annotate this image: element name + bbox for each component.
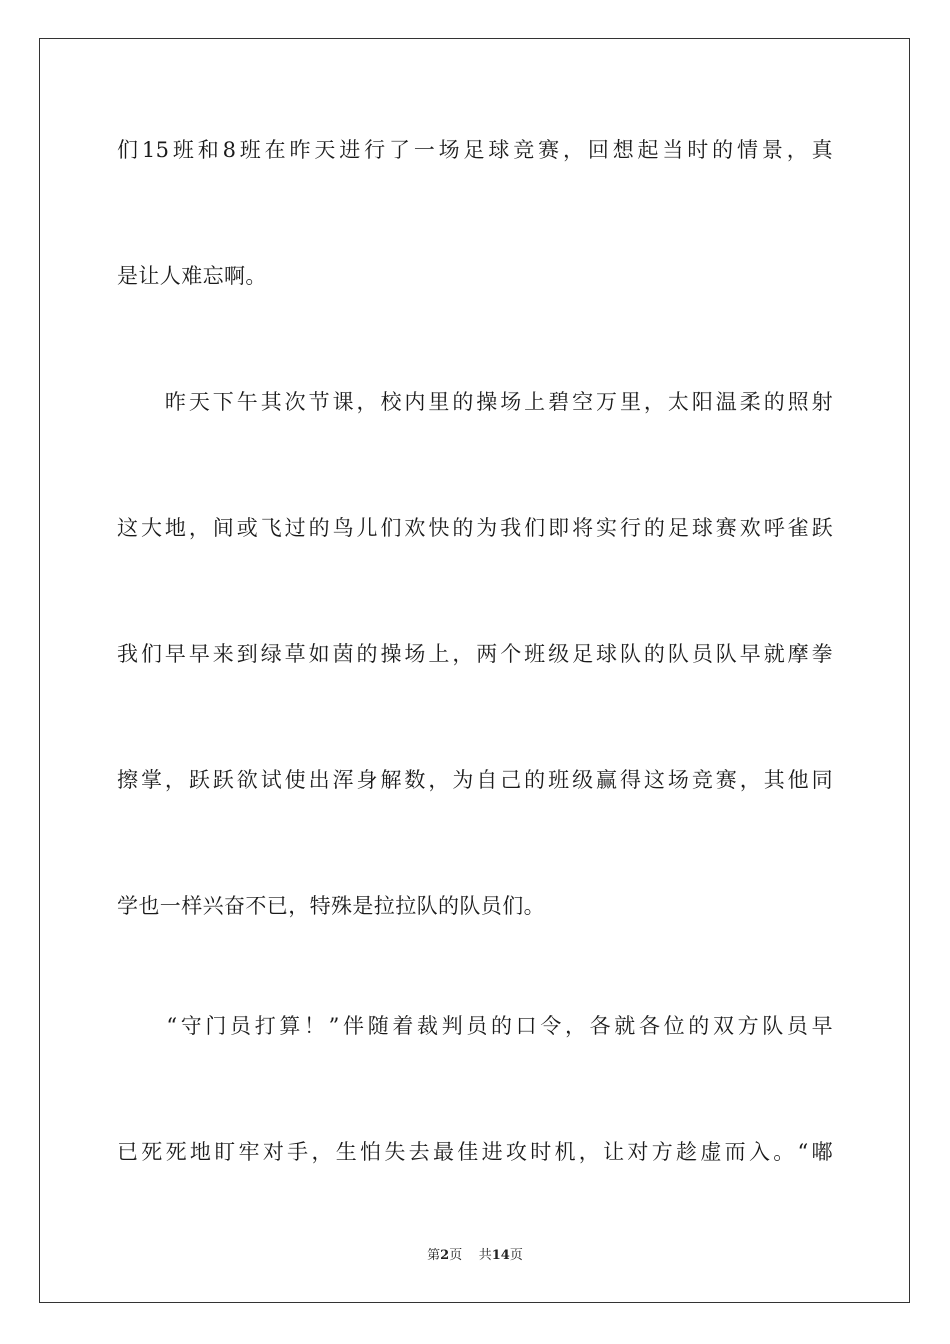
footer-total-prefix: 共: [478, 1248, 492, 1263]
text-line-9: 已死死地盯牢对手，生怕失去最佳进攻时机，让对方趁虚而入。“嘟: [117, 1140, 833, 1164]
footer-total-pages: 14: [491, 1248, 510, 1263]
footer-page-suffix: 页: [449, 1248, 463, 1263]
text-line-7: 学也一样兴奋不已，特殊是拉拉队的队员们。: [117, 894, 545, 918]
page-footer: [0, 1247, 950, 1265]
text-line-8: “守门员打算！”伴随着裁判员的口令，各就各位的双方队员早: [117, 1014, 833, 1038]
footer-page-prefix: 第: [427, 1248, 441, 1263]
text-line-4: 这大地，间或飞过的鸟儿们欢快的为我们即将实行的足球赛欢呼雀跃: [117, 516, 833, 540]
text-line-1: 们15班和8班在昨天进行了一场足球竞赛，回想起当时的情景，真: [117, 138, 833, 162]
page-border: [39, 38, 910, 1303]
text-line-2: 是让人难忘啊。: [117, 264, 267, 288]
text-line-6: 擦掌，跃跃欲试使出浑身解数，为自己的班级赢得这场竞赛，其他同: [117, 768, 833, 792]
text-line-3: 昨天下午其次节课，校内里的操场上碧空万里，太阳温柔的照射: [117, 390, 833, 414]
text-line-5: 我们早早来到绿草如茵的操场上，两个班级足球队的队员队早就摩拳: [117, 642, 833, 666]
footer-page-number: 2: [440, 1248, 450, 1263]
footer-total-suffix: 页: [509, 1248, 523, 1263]
